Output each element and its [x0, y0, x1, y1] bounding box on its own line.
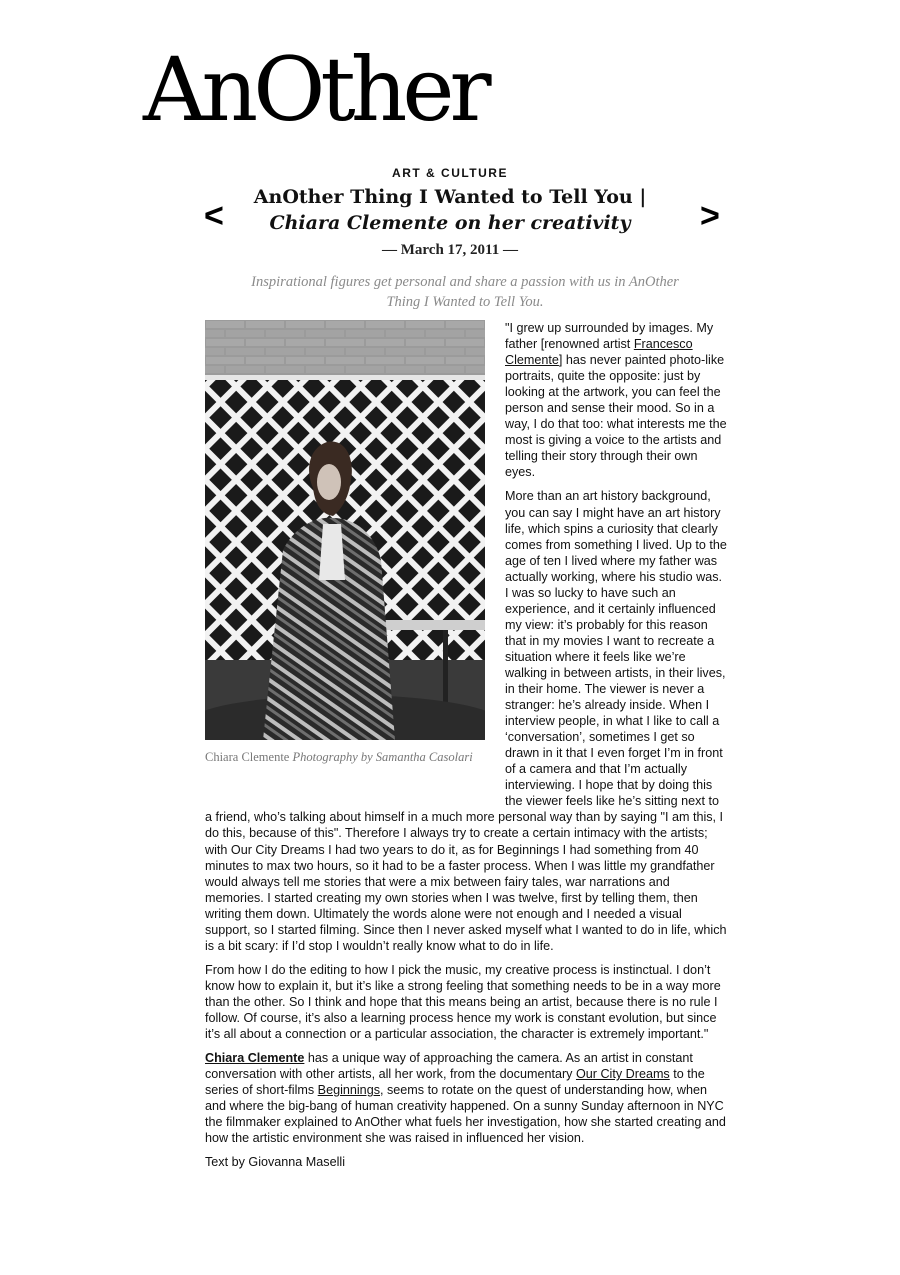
chiara-clemente-link[interactable]: Chiara Clemente: [205, 1051, 305, 1066]
beginnings-link[interactable]: Beginnings: [317, 1083, 380, 1098]
paragraph-2: More than an art history background, you can say I might have an art history life, which spins a curiosity that clearly comes from something I lived. Up to the age of ten I lived where my father was actually working, where his studio was. I was so lucky to have such an experience, and it certainly influenced my view: it’s probably for this reason that in my movies I want to recreate a situation where it feels like we’re walking in between artists, in their lives, in their home. The viewer is never a stranger: he’s already inside. When I interview people, in what I like to call a ‘conversation’, sometimes I get so drawn in it that I even forget I’m in front of a camera and that I’m actually interviewing. I hope that by doing this the viewer feels like he’s sitting next to a friend, who’s talking about himself in a much more personal way than by saying "I am this, I do this, because of this". Therefore I always try to create a certain intimacy with the artists; with Our City Dreams I had two years to do it, as for Beginnings I had something from 40 minutes to max two hours, so it had to be a faster process. When I was little my grandfather would always tell me stories that were a mix between fairy tales, war narrations and memories. I started creating my own stories when I was twelve, first by telling them, then writing them down. Ultimately the words alone were not enough and I needed a visual support, so I started filming. Since then I never asked myself what I wanted to do in life, which is a bit scary: if I’d stop I wouldn’t really know what to do in life.: [205, 489, 727, 953]
article-title: AnOther Thing I Wanted to Tell You |: [253, 186, 647, 208]
article-body: [205, 320, 727, 1178]
author-credit: Text by Giovanna Maselli: [205, 1155, 345, 1170]
our-city-dreams-link[interactable]: Our City Dreams: [575, 1067, 670, 1082]
standfirst: Inspirational figures get personal and share a passion with us in AnOther Thing I Wanted to Tell You.: [251, 274, 679, 310]
paragraph-4: Chiara Clemente has a unique way of approaching the camera. As an artist in constant conversation with other artists, all her work, from the documentary Our City Dreams to the series of short-films Beginnings, seems to rotate on the quest of understanding how, when and where the big-bang of human creativity happened. On a sunny Sunday afternoon in NYC the filmmaker explained to AnOther what fuels her investigation, how she started creating and how the artistic environment she was raised in influenced her vision.: [205, 1051, 726, 1146]
next-article-arrow-icon[interactable]: >: [700, 197, 720, 235]
paragraph-1: "I grew up surrounded by images. My father [renowned artist Francesco Clemente] has never painted photo-like portraits, quite the opposite: just by looking at the artwork, you can feel the person and sense their mood. So in a way, I do that too: what interests me the most is giving a voice to the artists and telling their story through their own eyes.: [505, 321, 727, 480]
previous-article-arrow-icon[interactable]: <: [204, 197, 224, 235]
article-subtitle: Chiara Clemente on her creativity: [269, 212, 631, 234]
paragraph-3: From how I do the editing to how I pick the music, my creative process is instinctual. I don’t know how to explain it, but it’s like a strong feeling that something needs to be in a way more than the other. So I think and hope that this means being an artist, because there is no rule I follow. Of course, it’s also a learning process hence my work is constant evolution, but since it’s all about a connection or a particular association, the character is extremely important.": [205, 962, 721, 1042]
caption-subject: Chiara Clemente: [205, 750, 290, 764]
francesco-clemente-link[interactable]: Francesco Clemente: [505, 337, 693, 368]
site-logo[interactable]: AnOther: [143, 38, 487, 141]
section-label[interactable]: ART & CULTURE: [392, 166, 508, 180]
article-date: — March 17, 2011 —: [382, 242, 518, 258]
caption-photo-credit: Photography by Samantha Casolari: [292, 750, 473, 764]
